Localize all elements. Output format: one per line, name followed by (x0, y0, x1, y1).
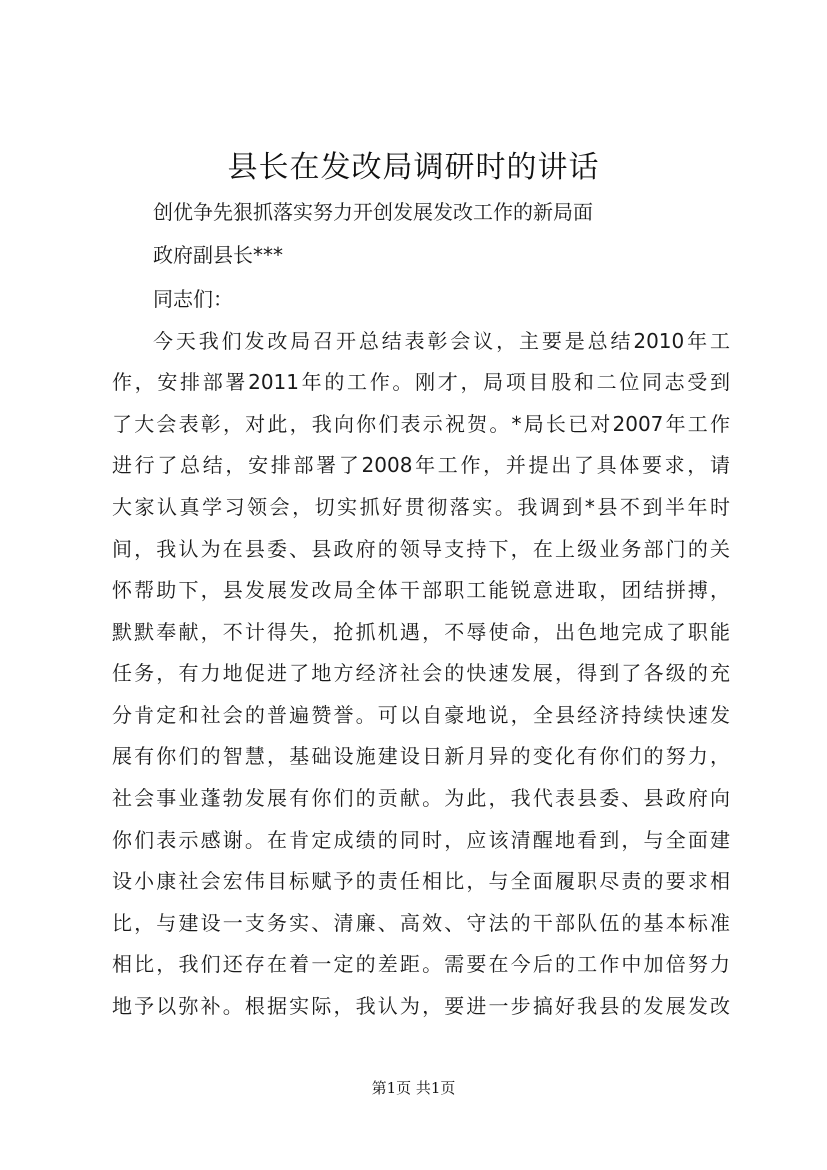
paragraph-line: 你们表示感谢。在肯定成绩的同时，应该清醒地看到，与全面建 (112, 828, 730, 852)
paragraph-line: 任务，有力地促进了地方经济社会的快速发展，得到了各级的充 (112, 661, 730, 685)
document-title: 县长在发改局调研时的讲话 (227, 150, 600, 185)
salutation: 同志们： (153, 287, 233, 311)
paragraph-line: 分肯定和社会的普遍赞誉。可以自豪地说，全县经济持续快速发 (112, 703, 730, 727)
author-line: 政府副县长*** (153, 243, 283, 267)
paragraph-line: 展有你们的智慧，基础设施建设日新月异的变化有你们的努力， (112, 744, 730, 768)
paragraph-line: 相比，我们还存在着一定的差距。需要在今后的工作中加倍努力 (112, 952, 730, 976)
paragraph-line: 默默奉献，不计得失，抢抓机遇，不辱使命，出色地完成了职能 (112, 620, 730, 644)
paragraph-line: 今天我们发改局召开总结表彰会议，主要是总结2010年工 (153, 329, 730, 353)
document-subtitle: 创优争先狠抓落实努力开创发展发改工作的新局面 (153, 200, 593, 224)
paragraph-line: 地予以弥补。根据实际，我认为，要进一步搞好我县的发展发改 (112, 994, 730, 1018)
paragraph-line: 设小康社会宏伟目标赋予的责任相比，与全面履职尽责的要求相 (112, 869, 730, 893)
paragraph-line: 进行了总结，安排部署了2008年工作，并提出了具体要求，请 (112, 453, 730, 477)
paragraph-line: 作，安排部署2011年的工作。刚才，局项目股和二位同志受到 (112, 370, 730, 394)
paragraph-line: 了大会表彰，对此，我向你们表示祝贺。*局长已对2007年工作 (112, 412, 730, 436)
paragraph-line: 社会事业蓬勃发展有你们的贡献。为此，我代表县委、县政府向 (112, 786, 730, 810)
paragraph-line: 大家认真学习领会，切实抓好贯彻落实。我调到*县不到半年时 (112, 495, 730, 519)
paragraph-line: 怀帮助下，县发展发改局全体干部职工能锐意进取，团结拼搏， (112, 578, 730, 602)
page-number-footer: 第1页 共1页 (371, 1079, 456, 1097)
paragraph-line: 比，与建设一支务实、清廉、高效、守法的干部队伍的基本标准 (112, 911, 730, 935)
paragraph-line: 间，我认为在县委、县政府的领导支持下，在上级业务部门的关 (112, 537, 730, 561)
